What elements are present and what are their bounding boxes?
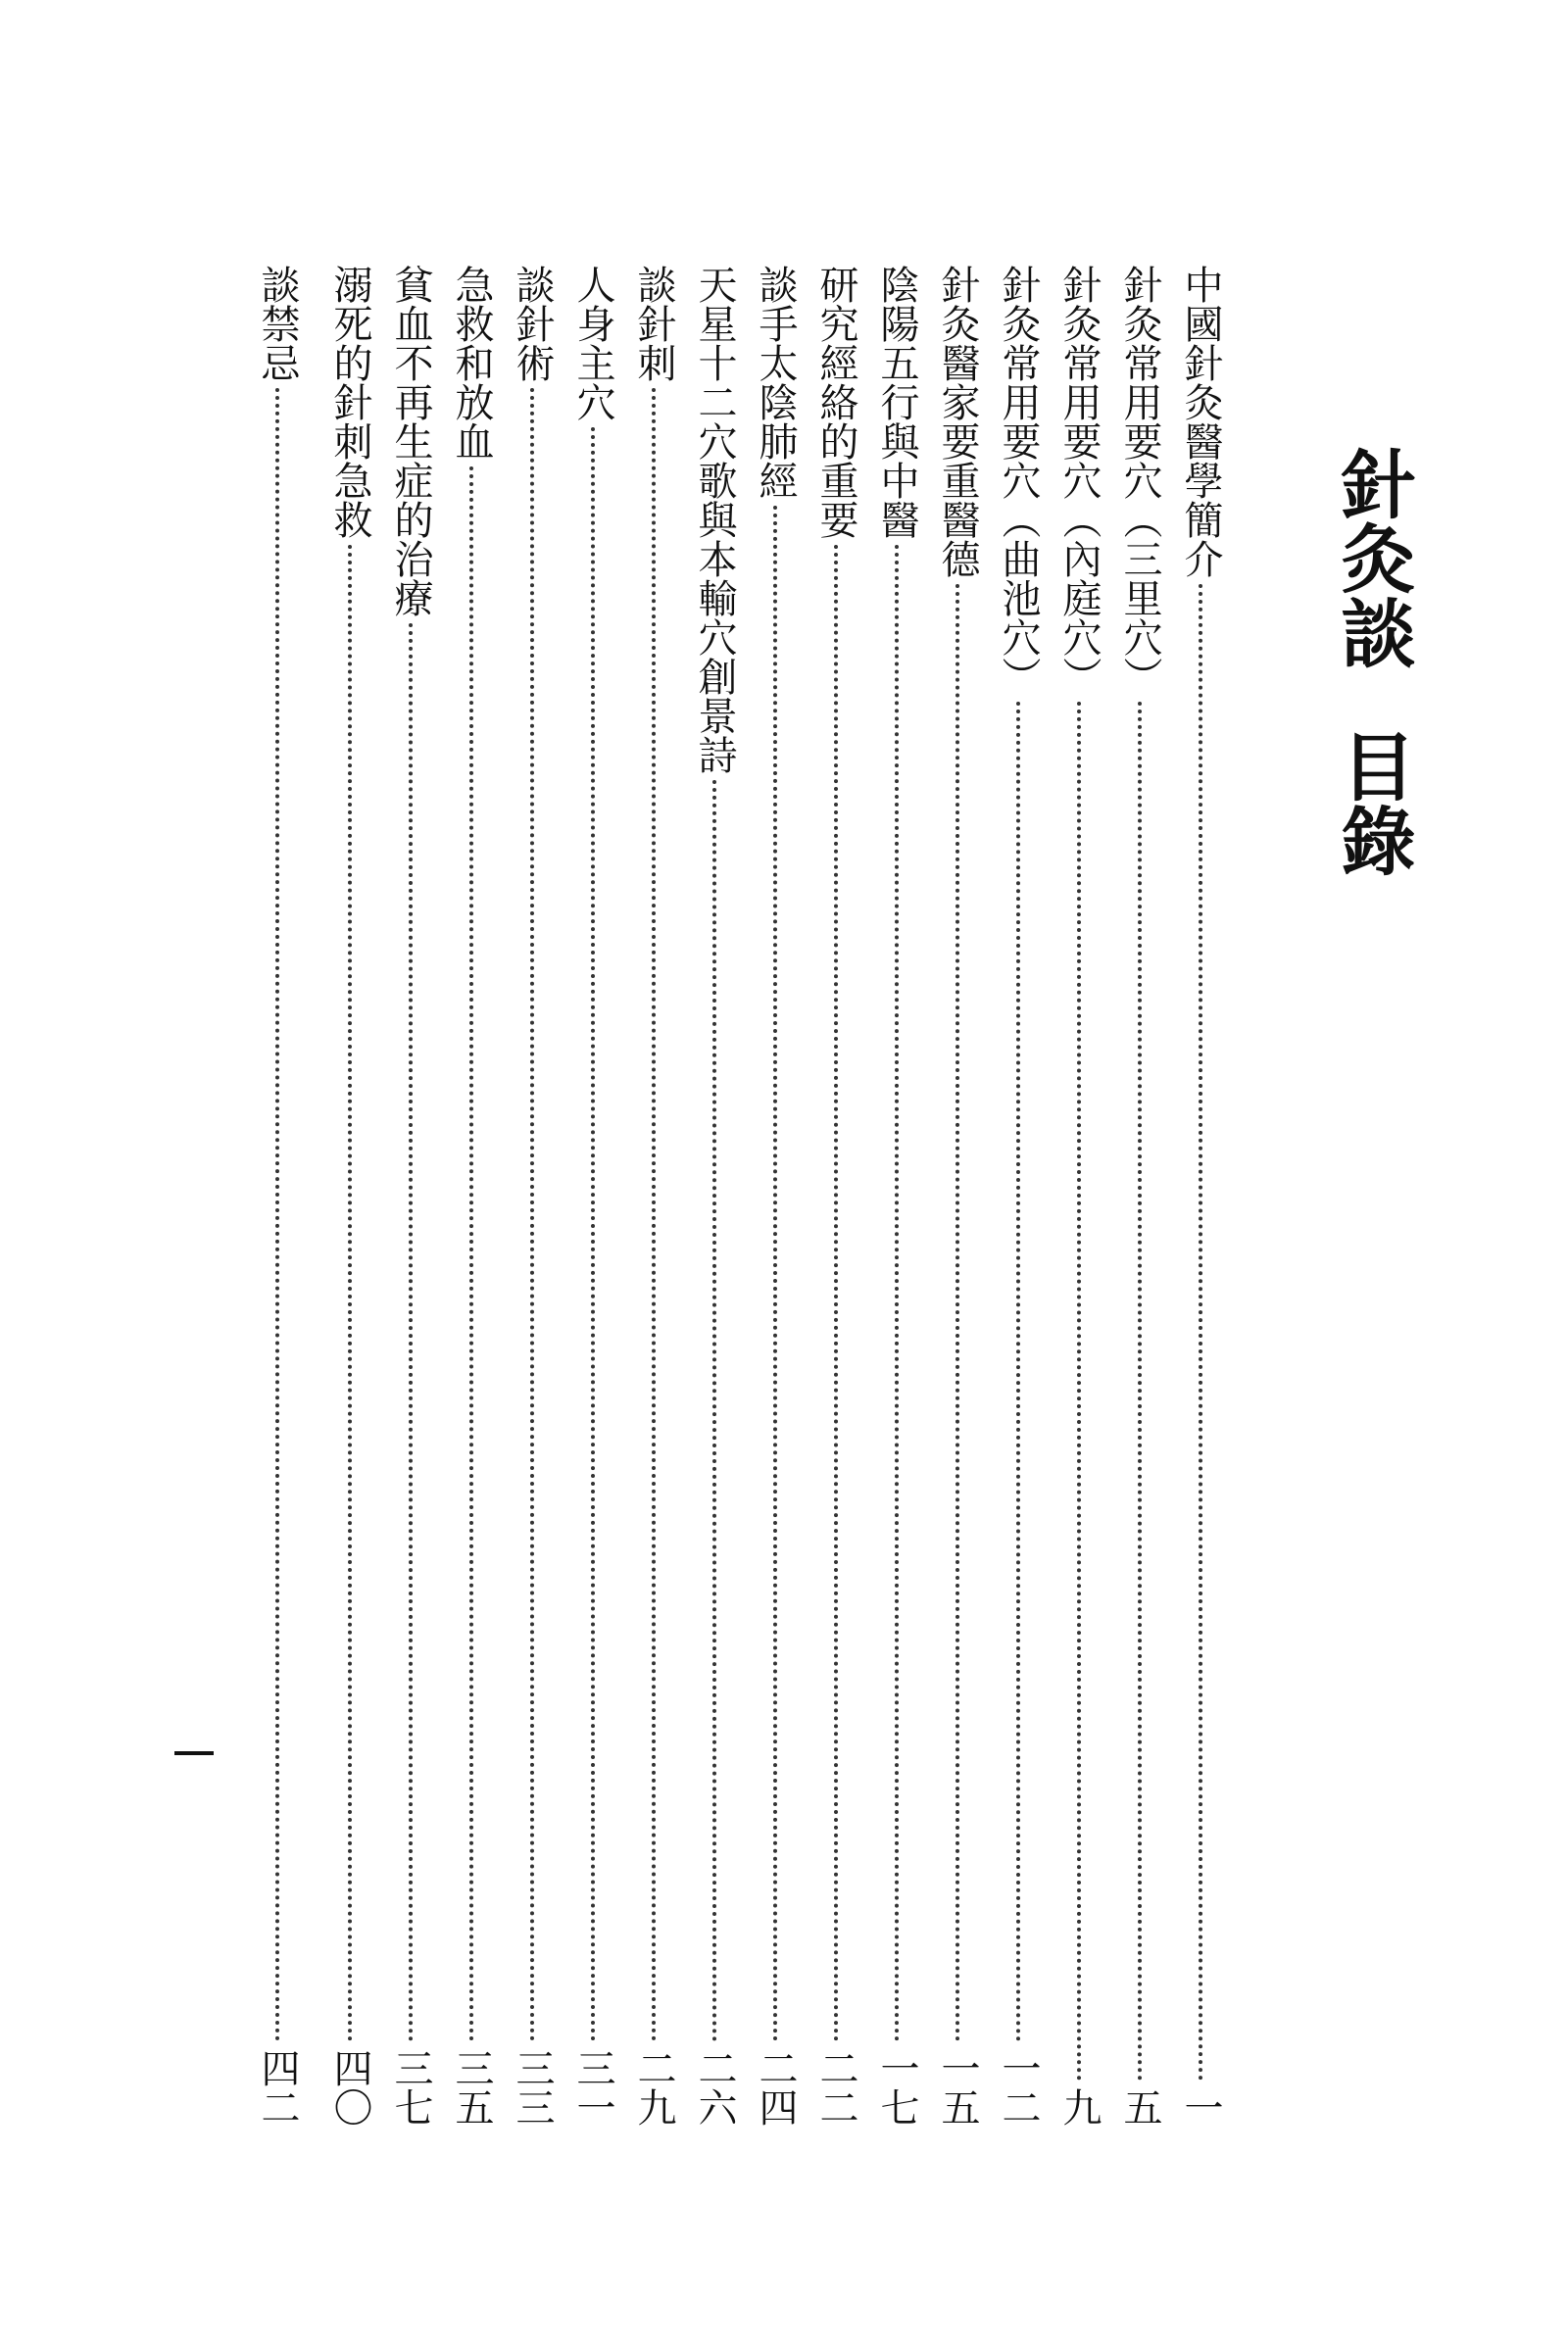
dot-leader <box>1138 702 1142 2082</box>
dot-leader <box>1077 702 1081 2082</box>
dot-leader <box>956 584 959 2042</box>
toc-entry-page: 一五 <box>935 2048 980 2127</box>
book-title-name: 針灸談 <box>1329 446 1416 669</box>
page-folio-text <box>174 1751 175 1752</box>
dot-leader <box>530 388 534 2042</box>
toc-entry-label: 談禁忌 <box>255 265 300 382</box>
dot-leader <box>895 545 899 2042</box>
toc-entry[interactable] <box>631 265 676 2127</box>
dot-leader <box>409 623 413 2042</box>
dot-leader <box>1016 702 1020 2042</box>
toc-entry[interactable] <box>570 265 615 2127</box>
toc-entry-page: 九 <box>1056 2087 1102 2127</box>
toc-entry[interactable] <box>388 265 433 2127</box>
toc-entry-label: 針灸醫家要重醫德 <box>935 265 980 578</box>
dot-leader <box>834 545 838 2042</box>
toc-entry-page: 一 <box>1178 2087 1223 2127</box>
table-of-contents <box>0 265 1568 2146</box>
toc-entry-page: 二二 <box>813 2048 858 2127</box>
toc-entry-page: 四二 <box>255 2048 300 2127</box>
toc-entry[interactable] <box>874 265 919 2127</box>
toc-entry-page: 三五 <box>449 2048 494 2127</box>
toc-entry-page: 二六 <box>692 2048 737 2127</box>
toc-entry-page: 二九 <box>631 2048 676 2127</box>
dot-leader <box>712 780 716 2042</box>
toc-entry-page: 三七 <box>388 2048 433 2127</box>
dot-leader <box>1199 584 1202 2082</box>
toc-entry[interactable] <box>692 265 737 2127</box>
toc-entry[interactable] <box>1117 265 1162 2127</box>
toc-entry-label: 針灸常用要穴（內庭穴） <box>1056 265 1102 696</box>
toc-entry-page: 二四 <box>753 2048 798 2127</box>
toc-entry[interactable] <box>935 265 980 2127</box>
toc-entry-label: 急救和放血 <box>449 265 494 461</box>
toc-entry-page: 一二 <box>996 2048 1041 2127</box>
toc-entry-page: 三一 <box>570 2048 615 2127</box>
toc-entry-label: 研究經絡的重要 <box>813 265 858 539</box>
toc-entry-label: 談針術 <box>510 265 555 382</box>
dot-leader <box>591 427 595 2042</box>
toc-entry-label: 中國針灸醫學簡介 <box>1178 265 1223 578</box>
toc-entry[interactable] <box>255 265 300 2127</box>
toc-entry-label: 談針刺 <box>631 265 676 382</box>
toc-entry[interactable] <box>510 265 555 2127</box>
toc-entry[interactable] <box>1056 265 1102 2127</box>
toc-entry-label: 人身主穴 <box>570 265 615 421</box>
dot-leader <box>275 388 279 2042</box>
toc-entry-label: 貧血不再生症的治療 <box>388 265 433 617</box>
toc-entry-label: 針灸常用要穴（三里穴） <box>1117 265 1162 696</box>
toc-entry[interactable] <box>996 265 1041 2127</box>
toc-entry[interactable] <box>753 265 798 2127</box>
dot-leader <box>773 506 777 2042</box>
toc-entry-page: 三三 <box>510 2048 555 2127</box>
toc-entry-label: 針灸常用要穴（曲池穴） <box>996 265 1041 696</box>
dot-leader <box>469 466 473 2042</box>
toc-entry[interactable] <box>1178 265 1223 2127</box>
toc-entry-label: 陰陽五行與中醫 <box>874 265 919 539</box>
toc-entry-page: 四〇 <box>327 2048 372 2127</box>
toc-entry-page: 一七 <box>874 2048 919 2127</box>
toc-entry-label: 天星十二穴歌與本輸穴創景詩 <box>692 265 737 774</box>
toc-entry-label: 談手太陰肺經 <box>753 265 798 500</box>
toc-entry-page: 五 <box>1117 2087 1162 2127</box>
toc-entry-label: 溺死的針刺急救 <box>327 265 372 539</box>
toc-entry[interactable] <box>327 265 372 2127</box>
page-folio <box>174 1751 214 1755</box>
toc-entry[interactable] <box>449 265 494 2127</box>
dot-leader <box>652 388 656 2042</box>
book-title-contents: 目錄 <box>1329 728 1416 877</box>
toc-entry[interactable] <box>813 265 858 2127</box>
dot-leader <box>348 545 352 2042</box>
